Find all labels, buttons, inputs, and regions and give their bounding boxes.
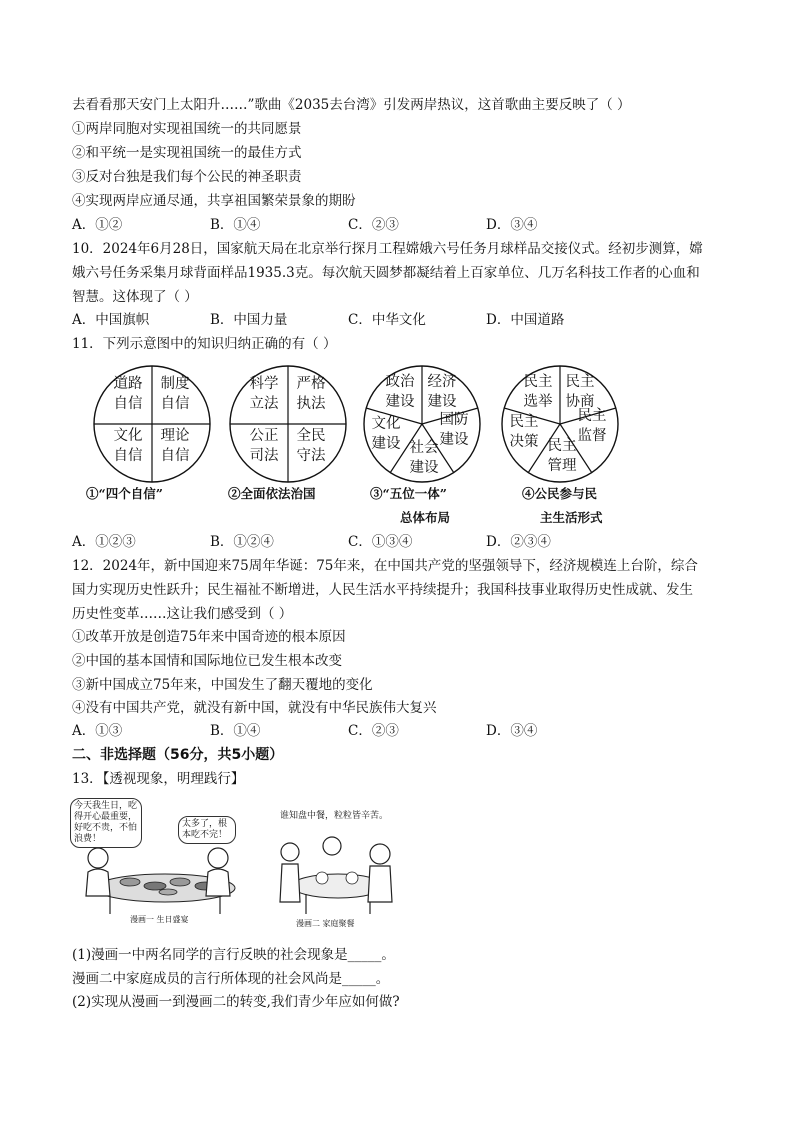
diagram-five-in-one <box>362 364 482 484</box>
q10-line-2: 娥六号任务采集月球背面样品1935.3克。每次航天圆梦都凝结着上百家单位、几万名科技工作者的心血和 <box>72 265 700 281</box>
q9-option-d[interactable]: D．③④ <box>486 217 538 233</box>
q10-line-1: 10．2024年6月28日，国家航天局在北京举行探月工程嫦娥六号任务月球样品交接仪式。经初步测算，嫦 <box>72 241 703 257</box>
diagram-rule-of-law <box>228 364 348 484</box>
q9-option-a[interactable]: A．①② <box>72 217 123 233</box>
q12-line-1: 12．2024年，新中国迎来75周年华诞：75年来，在中国共产党的坚强领导下，经济规模连上台阶，综合 <box>72 558 698 574</box>
q9-statement-4: ④实现两岸应通尽通，共享祖国繁荣景象的期盼 <box>72 193 356 209</box>
q10-option-b[interactable]: B．中国力量 <box>210 312 288 328</box>
q9-stem-tail: 去看看那天安门上太阳升……”歌曲《2035去台湾》引发两岸热议，这首歌曲主要反映了（ ） <box>72 97 631 113</box>
q12-line-3: 历史性变革……这让我们感受到（ ） <box>72 606 293 622</box>
cell-road-confidence: 道路 自信 <box>113 376 143 412</box>
cell-strict-enforcement: 严格 执法 <box>296 376 326 412</box>
q11-stem: 11．下列示意图中的知识归纳正确的有（ ） <box>72 336 337 352</box>
cartoon-1-bubble-2: 太多了，根本吃不完！ <box>178 816 236 844</box>
q10-option-d[interactable]: D．中国道路 <box>486 312 565 328</box>
q12-option-a[interactable]: A．①③ <box>72 723 123 739</box>
cartoon-2-drawing <box>272 806 402 930</box>
caption-democratic-2: 主生活形式 <box>540 510 603 525</box>
cell-democratic-election: 民主 选举 <box>523 374 553 410</box>
cell-democratic-decision: 民主 决策 <box>509 414 539 450</box>
caption-five-in-one-1: ③“五位一体” <box>370 486 447 501</box>
q13-part-1-cont: 漫画二中家庭成员的言行所体现的社会风尚是_____。 <box>72 971 390 987</box>
cartoon-2-bubble-1: 谁知盘中餐，粒粒皆辛苦。 <box>280 811 389 821</box>
q10-option-c[interactable]: C．中华文化 <box>348 312 426 328</box>
cell-democratic-consultation: 民主 协商 <box>565 374 595 410</box>
cell-system-confidence: 制度 自信 <box>160 376 190 412</box>
caption-democratic-1: ④公民参与民 <box>522 486 598 501</box>
caption-five-in-one-2: 总体布局 <box>400 510 451 525</box>
q12-option-d[interactable]: D．③④ <box>486 723 538 739</box>
q13-part-1: (1)漫画一中两名同学的言行反映的社会现象是_____。 <box>72 947 395 963</box>
q11-option-a[interactable]: A．①②③ <box>72 534 136 550</box>
cartoon-1-caption: 漫画一 生日盛宴 <box>130 915 189 924</box>
cartoon-birthday-feast <box>70 796 248 926</box>
q13-part-2: (2)实现从漫画一到漫画二的转变,我们青少年应如何做? <box>72 994 400 1010</box>
q9-statement-2: ②和平统一是实现祖国统一的最佳方式 <box>72 145 302 161</box>
cell-economic-construction: 经济 建设 <box>427 374 457 410</box>
cell-cultural-construction: 文化 建设 <box>371 416 401 452</box>
q9-option-c[interactable]: C．②③ <box>348 217 399 233</box>
q10-option-a[interactable]: A．中国旗帜 <box>72 312 150 328</box>
q9-statement-3: ③反对台独是我们每个公民的神圣职责 <box>72 169 302 185</box>
cartoon-2-caption: 漫画二 家庭聚餐 <box>296 919 355 928</box>
cell-fair-justice: 公正 司法 <box>249 428 279 464</box>
q13-title: 13．【透视现象，明理践行】 <box>72 771 245 787</box>
q11-option-b[interactable]: B．①②④ <box>210 534 274 550</box>
q12-line-2: 国力实现历史性跃升；民生福祉不断增进，人民生活水平持续提升；我国科技事业取得历史性成就、发生 <box>72 582 693 598</box>
q9-option-b[interactable]: B．①④ <box>210 217 261 233</box>
cell-universal-law-abiding: 全民 守法 <box>296 428 326 464</box>
q11-option-c[interactable]: C．①③④ <box>348 534 413 550</box>
q12-statement-2: ②中国的基本国情和国际地位已发生根本改变 <box>72 653 342 669</box>
q12-statement-4: ④没有中国共产党，就没有新中国，就没有中华民族伟大复兴 <box>72 700 437 716</box>
q12-statement-3: ③新中国成立75年来，中国发生了翻天覆地的变化 <box>72 677 373 693</box>
cell-defense-construction: 国防 建设 <box>439 412 469 448</box>
cell-democratic-management: 民主 管理 <box>547 438 577 474</box>
section-heading-nonchoice: 二、非选择题（56分，共5小题） <box>72 747 284 763</box>
cell-culture-confidence: 文化 自信 <box>113 428 143 464</box>
q12-option-b[interactable]: B．①④ <box>210 723 261 739</box>
caption-rule-of-law: ②全面依法治国 <box>228 486 316 501</box>
cell-democratic-supervision: 民主 监督 <box>577 408 607 444</box>
cell-social-construction: 社会 建设 <box>409 440 439 476</box>
q9-statement-1: ①两岸同胞对实现祖国统一的共同愿景 <box>72 121 302 137</box>
cell-political-construction: 政治 建设 <box>385 374 415 410</box>
cartoon-family-dinner <box>272 806 402 930</box>
q12-statement-1: ①改革开放是创造75年来中国奇迹的根本原因 <box>72 629 346 645</box>
cell-scientific-legislation: 科学 立法 <box>249 376 279 412</box>
q12-option-c[interactable]: C．②③ <box>348 723 399 739</box>
diagram-four-confidences <box>92 364 212 484</box>
cartoon-1-bubble-1: 今天我生日，吃得开心最重要，好吃不贵，不怕浪费！ <box>70 798 142 848</box>
q10-line-3: 智慧。这体现了（ ） <box>72 289 198 305</box>
q11-option-d[interactable]: D．②③④ <box>486 534 551 550</box>
caption-four-confidences: ①“四个自信” <box>86 486 163 501</box>
diagram-democratic-participation <box>500 364 620 484</box>
cell-theory-confidence: 理论 自信 <box>160 428 190 464</box>
